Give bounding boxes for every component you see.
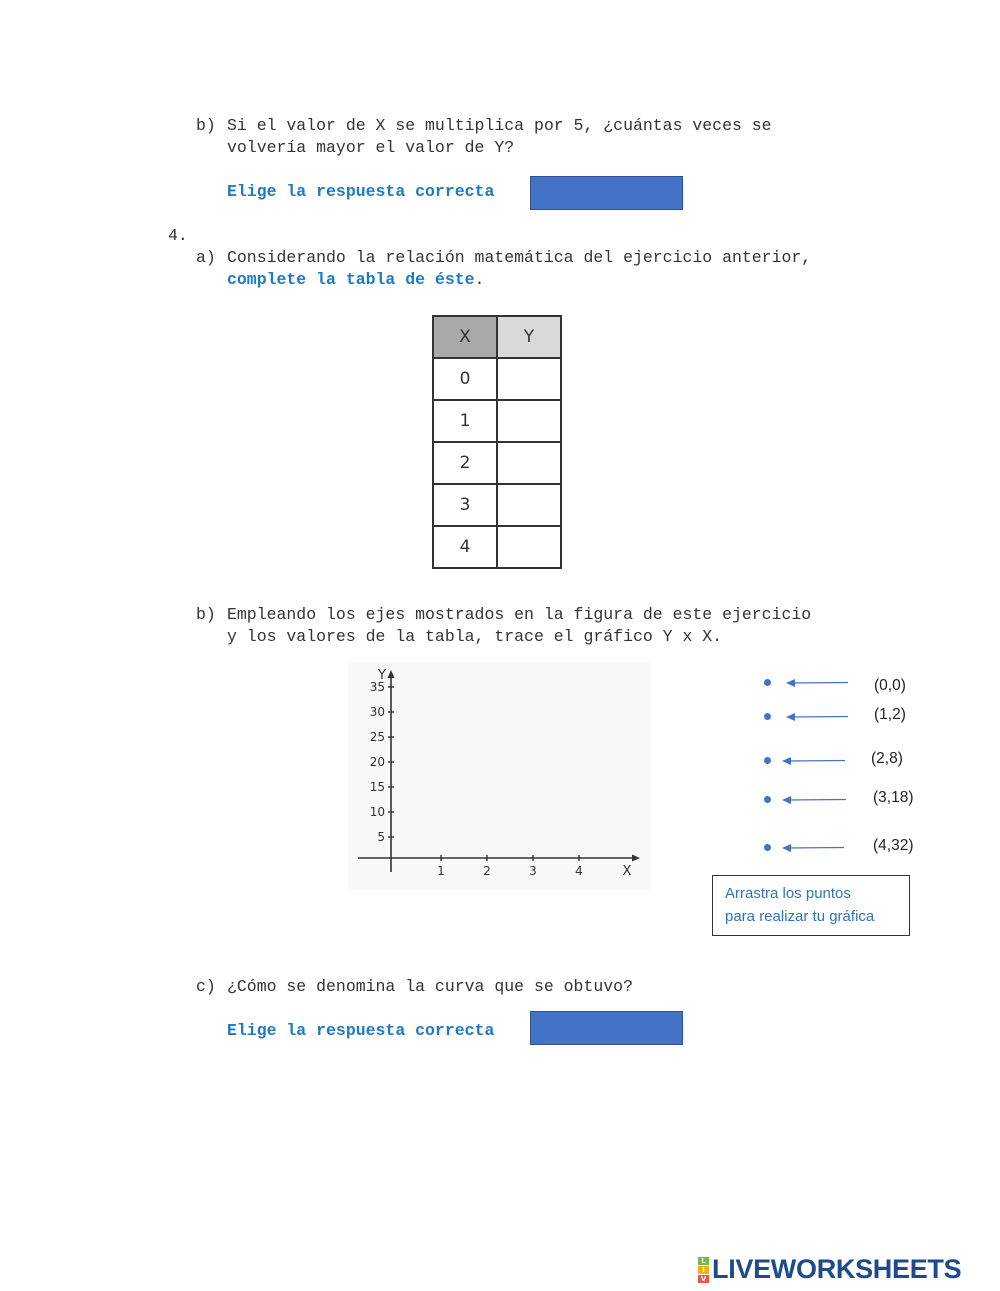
table-cell-x: 0 (433, 358, 497, 400)
table-cell-y-input[interactable] (497, 484, 561, 526)
x-tick-label: 1 (437, 864, 445, 878)
q4c-prompt: Elige la respuesta correcta (227, 1021, 495, 1040)
y-tick-label: 15 (369, 780, 385, 794)
table-row (433, 358, 561, 400)
x-tick-label: 2 (483, 864, 491, 878)
liveworksheets-logo (698, 1254, 961, 1285)
point-label: (4,32) (873, 837, 914, 854)
q3b-text-line1: Si el valor de X se multiplica por 5, ¿cuántas veces se (227, 116, 772, 135)
table-cell-y-input[interactable] (497, 358, 561, 400)
table-row (433, 526, 561, 568)
table-header-x: X (433, 316, 497, 358)
table-row (433, 484, 561, 526)
axes-chart (348, 662, 650, 890)
logo-text: LIVEWORKSHEETS (712, 1254, 962, 1284)
y-tick-label: 20 (369, 755, 385, 769)
draggable-point[interactable] (764, 796, 771, 803)
q4b-text-line1: Empleando los ejes mostrados en la figura de este ejercicio (227, 605, 812, 624)
hint-line2: para realizar tu gráfica (725, 908, 875, 925)
q3b-prompt: Elige la respuesta correcta (227, 182, 495, 201)
table-header-y: Y (497, 316, 561, 358)
draggable-point[interactable] (764, 679, 771, 686)
draggable-point[interactable] (764, 844, 771, 851)
q4c-label: c) (196, 977, 216, 996)
logo-blocks (698, 1257, 709, 1283)
table-cell-y-input[interactable] (497, 526, 561, 568)
q4-number: 4. (168, 226, 188, 245)
y-tick-label: 25 (369, 730, 385, 744)
q4a-text-line1: Considerando la relación matemática del ejercicio anterior, (227, 248, 812, 267)
q3b-text-line2: volvería mayor el valor de Y? (227, 138, 515, 157)
logo-block-l: L (698, 1257, 709, 1265)
point-label: (3,18) (873, 789, 914, 806)
point-label: (1,2) (874, 706, 906, 723)
y-tick-label: 30 (369, 705, 385, 719)
table-row (433, 442, 561, 484)
y-tick-label: 10 (369, 805, 385, 819)
hint-line1: Arrastra los puntos (725, 885, 851, 902)
table-cell-y-input[interactable] (497, 442, 561, 484)
pointer-arrow-icon (786, 711, 850, 723)
table-cell-x: 4 (433, 526, 497, 568)
x-tick-label: 4 (575, 864, 583, 878)
point-label: (2,8) (871, 750, 903, 767)
logo-block-v: V (698, 1275, 709, 1283)
point-label: (0,0) (874, 677, 906, 694)
q4c-text-line1: ¿Cómo se denomina la curva que se obtuvo? (227, 977, 633, 996)
drag-hint-box (712, 875, 910, 936)
q4a-text-line2 (227, 270, 484, 289)
q3b-answer-dropdown[interactable] (530, 176, 683, 210)
y-axis-label: Y (378, 668, 386, 683)
x-axis-arrow (632, 855, 640, 862)
logo-block-i: I (698, 1266, 709, 1274)
table-cell-x: 2 (433, 442, 497, 484)
q4b-text-line2: y los valores de la tabla, trace el gráfico Y x X. (227, 627, 723, 646)
q4b-label: b) (196, 605, 216, 624)
table-row (433, 400, 561, 442)
pointer-arrow-icon (782, 755, 847, 767)
xy-table (432, 315, 562, 569)
table-cell-x: 1 (433, 400, 497, 442)
graph-area[interactable] (348, 662, 650, 890)
q4a-label: a) (196, 248, 216, 267)
y-axis-arrow (388, 670, 395, 678)
draggable-point[interactable] (764, 757, 771, 764)
pointer-arrow-icon (782, 842, 846, 854)
draggable-point[interactable] (764, 713, 771, 720)
q4c-answer-dropdown[interactable] (530, 1011, 683, 1045)
pointer-arrow-icon (782, 794, 848, 806)
table-cell-y-input[interactable] (497, 400, 561, 442)
q4a-bold-text: complete la tabla de éste (227, 270, 475, 289)
table-cell-x: 3 (433, 484, 497, 526)
q4a-period: . (474, 270, 485, 289)
pointer-arrow-icon (786, 677, 850, 689)
x-tick-label: 3 (529, 864, 537, 878)
x-axis-label: X (622, 864, 632, 879)
y-tick-label: 5 (377, 830, 385, 844)
q3b-label: b) (196, 116, 216, 135)
y-tick-label: 35 (369, 680, 385, 694)
